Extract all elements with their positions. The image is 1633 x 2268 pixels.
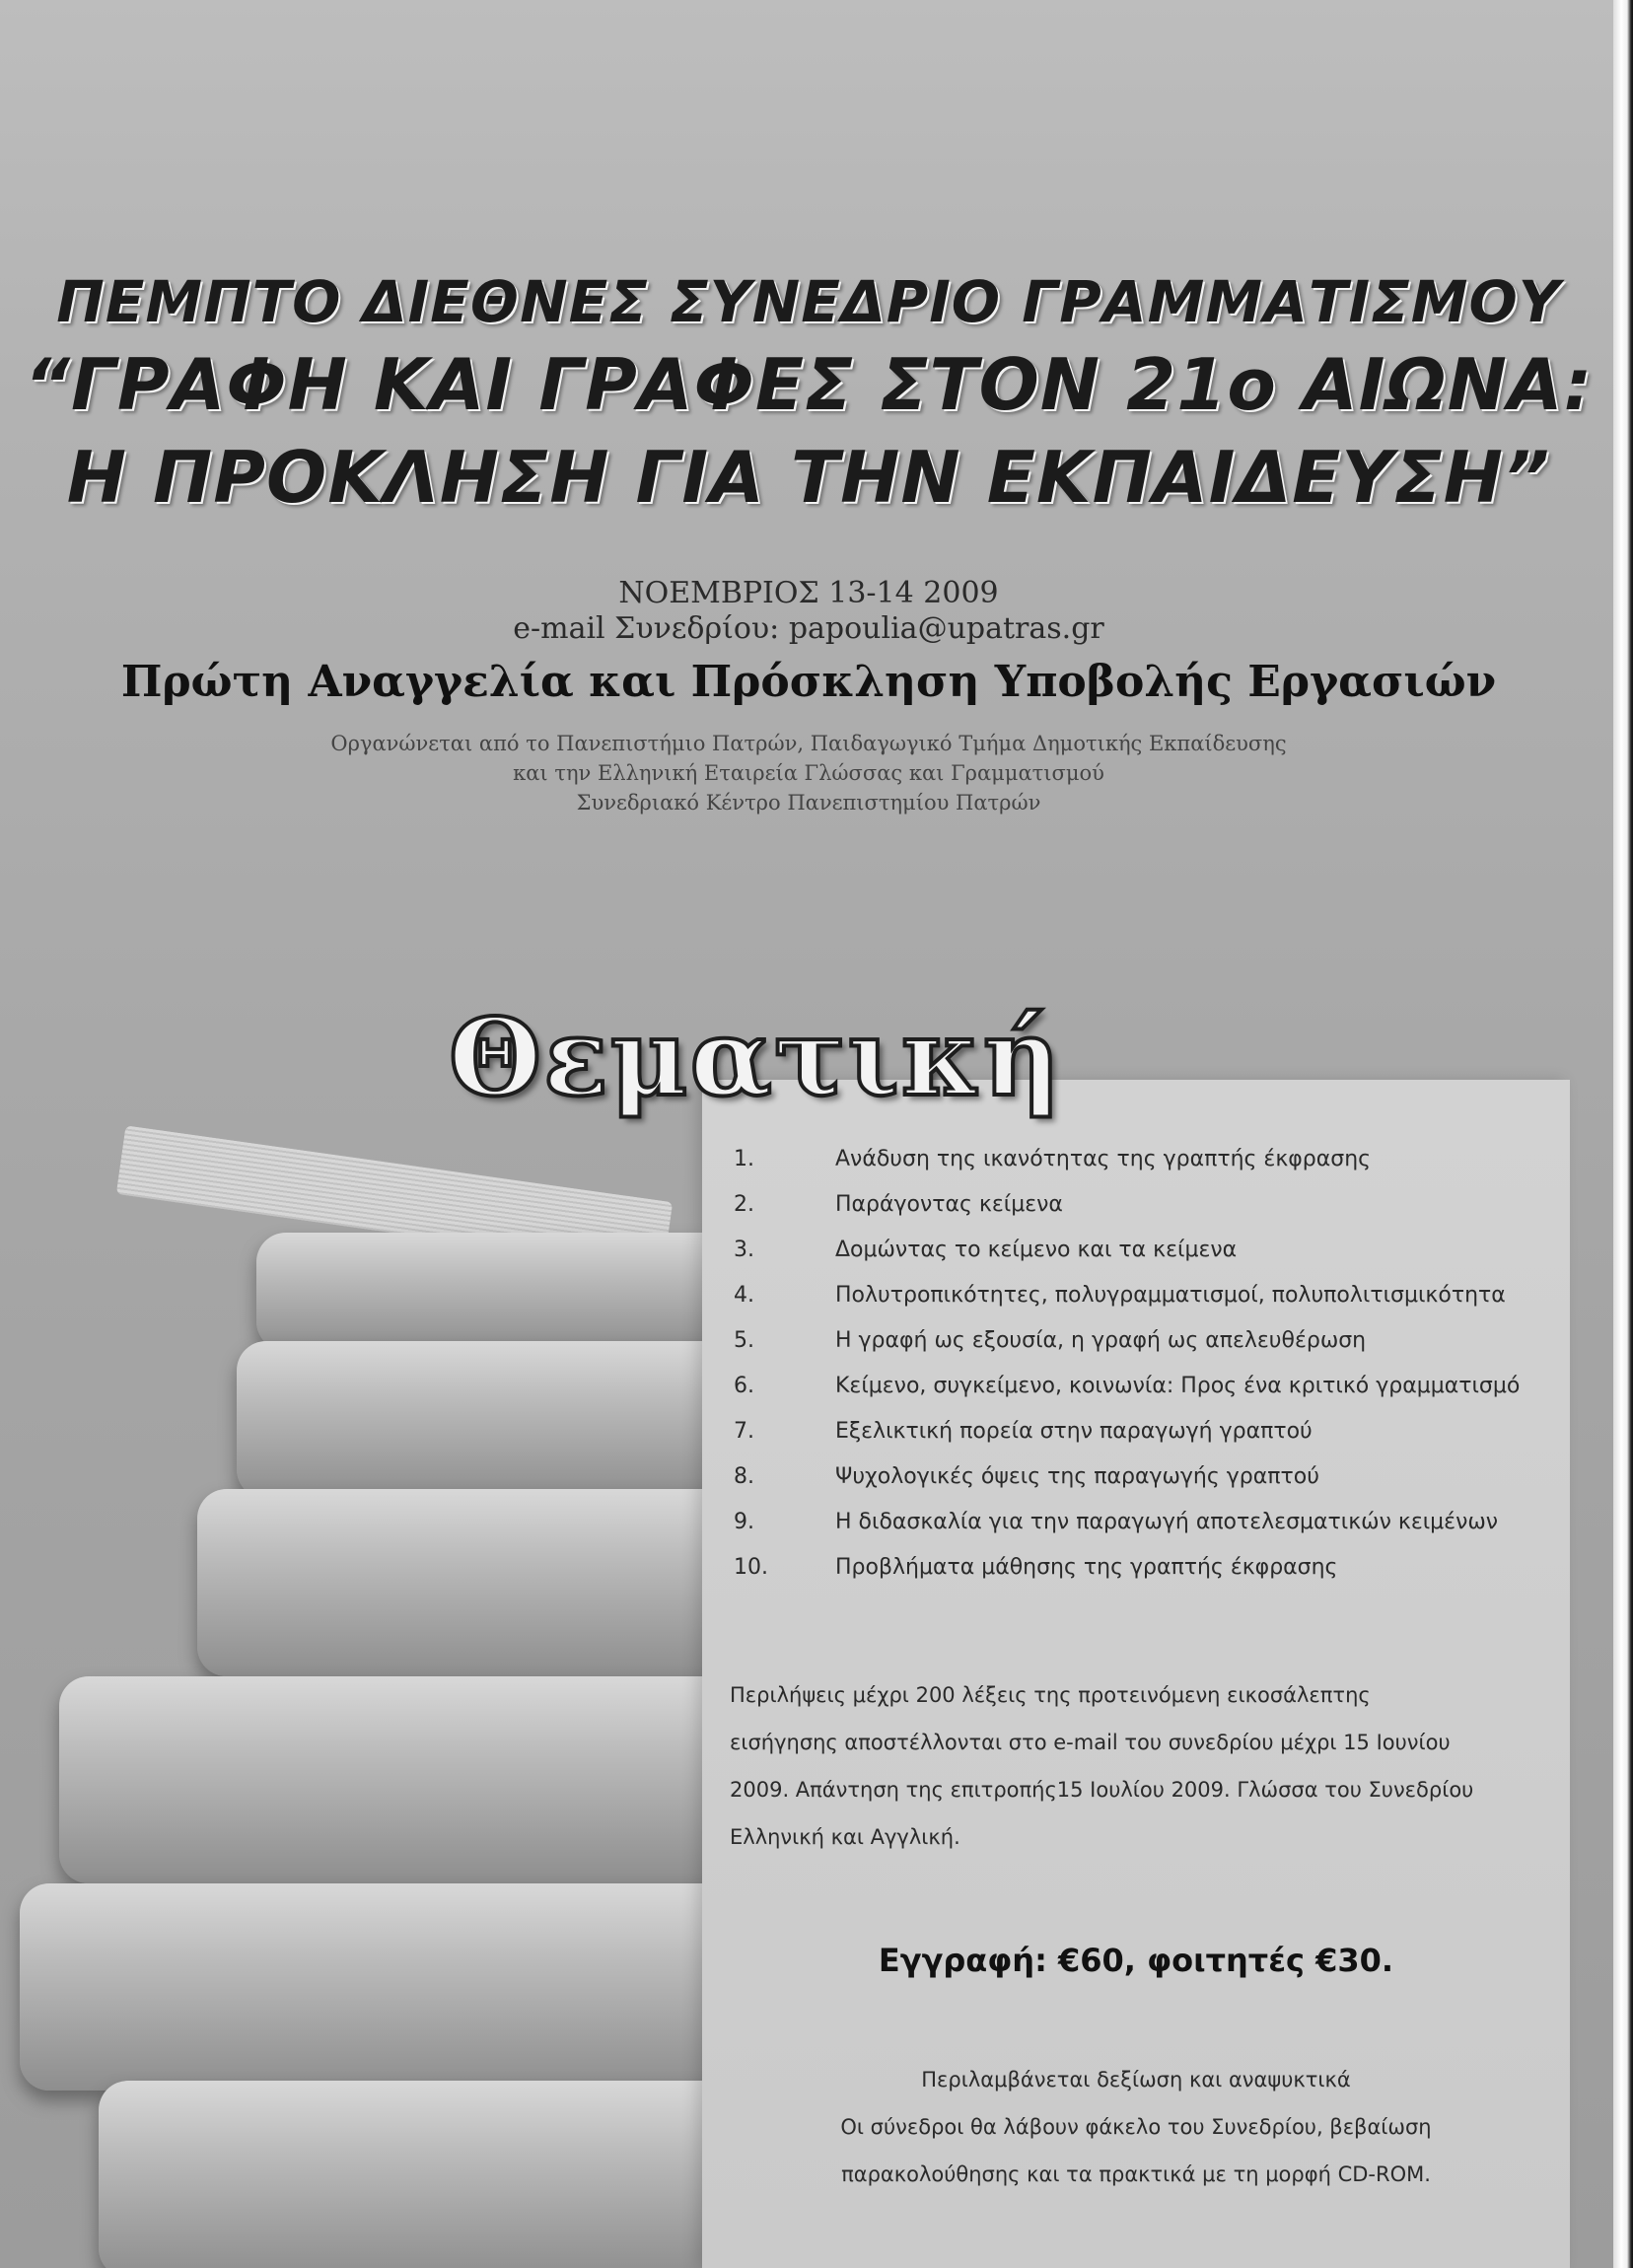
- topic-item: [702, 1275, 1570, 1318]
- conference-dates: ΝΟΕΜΒΡΙΟΣ 13-14 2009: [618, 576, 999, 610]
- book: [99, 2081, 769, 2268]
- topic-text: Η γραφή ως εξουσία, η γραφή ως απελευθέρωση: [835, 1328, 1367, 1353]
- topic-text: Η διδασκαλία για την παραγωγή αποτελεσματικών κειμένων: [835, 1510, 1499, 1534]
- topic-text: Ανάδυση της ικανότητας της γραπτής έκφρασης: [835, 1147, 1372, 1171]
- abstract-text: Ελληνική και Αγγλική.: [730, 1825, 960, 1849]
- topic-item: [702, 1502, 1570, 1545]
- book: [256, 1233, 710, 1351]
- book: [197, 1489, 749, 1676]
- topic-text: Δομώντας το κείμενο και τα κείμενα: [835, 1238, 1238, 1262]
- book: [20, 1883, 769, 2091]
- topic-item: [702, 1456, 1570, 1500]
- abstract-text: 2009. Απάντηση της επιτροπής15 Ιουλίου 2009. Γλώσσα του Συνεδρίου: [730, 1778, 1474, 1802]
- registration-fee: Εγγραφή: €60, φοιτητές €30.: [878, 1942, 1394, 1979]
- topic-number: 10.: [734, 1555, 768, 1580]
- topic-item: [702, 1411, 1570, 1454]
- book: [237, 1341, 730, 1499]
- topic-text: Πολυτροπικότητες, πολυγραμματισμοί, πολυπολιτισμικότητα: [835, 1283, 1506, 1308]
- abstract-text: Περιλήψεις μέχρι 200 λέξεις της προτεινόμενη εικοσάλεπτης: [730, 1683, 1371, 1707]
- topic-number: 2.: [734, 1192, 754, 1217]
- included-text: Περιλαμβάνεται δεξίωση και αναψυκτικά: [921, 2068, 1351, 2091]
- main-title-line-1: “ΓΡΑΦΗ ΚΑΙ ΓΡΑΦΕΣ ΣΤΟΝ 21ο ΑΙΩΝΑ:: [24, 343, 1594, 426]
- topic-item: [702, 1139, 1570, 1182]
- included-text: Οι σύνεδροι θα λάβουν φάκελο του Συνεδρίου, βεβαίωση: [840, 2115, 1432, 2139]
- topic-text: Παράγοντας κείμενα: [835, 1192, 1063, 1217]
- topic-item: [702, 1184, 1570, 1228]
- topic-item: [702, 1320, 1570, 1364]
- conference-email: e-mail Συνεδρίου: papoulia@upatras.gr: [513, 611, 1104, 646]
- included-text: παρακολούθησης και τα πρακτικά με τη μορφή CD-ROM.: [841, 2162, 1431, 2186]
- topic-number: 8.: [734, 1464, 754, 1489]
- topic-number: 1.: [734, 1147, 754, 1171]
- book: [59, 1676, 749, 1883]
- organizer-line: και την Ελληνική Εταιρεία Γλώσσας και Γραμματισμού: [513, 761, 1104, 785]
- venue-line: Συνεδριακό Κέντρο Πανεπιστημίου Πατρών: [576, 791, 1041, 815]
- topic-number: 3.: [734, 1238, 754, 1262]
- topic-number: 7.: [734, 1419, 754, 1444]
- scan-edge: [1613, 0, 1633, 2268]
- info-panel: [702, 1080, 1570, 2268]
- abstract-text: εισήγησης αποστέλλονται στο e-mail του συνεδρίου μέχρι 15 Ιουνίου: [730, 1731, 1451, 1754]
- thematic-title: Θεματική: [449, 996, 1063, 1120]
- announcement-heading: Πρώτη Αναγγελία και Πρόσκληση Υποβολής Εργασιών: [120, 657, 1497, 707]
- topic-number: 6.: [734, 1374, 754, 1398]
- topic-number: 4.: [734, 1283, 754, 1308]
- topic-item: [702, 1366, 1570, 1409]
- conference-title: ΠΕΜΠΤΟ ΔΙΕΘΝΕΣ ΣΥΝΕΔΡΙΟ ΓΡΑΜΜΑΤΙΣΜΟΥ: [56, 268, 1561, 335]
- topic-text: Κείμενο, συγκείμενο, κοινωνία: Προς ένα κριτικό γραμματισμό: [835, 1374, 1521, 1398]
- organizer-line: Οργανώνεται από το Πανεπιστήμιο Πατρών, Παιδαγωγικό Τμήμα Δημοτικής Εκπαίδευσης: [330, 732, 1287, 755]
- topic-item: [702, 1547, 1570, 1591]
- topic-number: 5.: [734, 1328, 754, 1353]
- main-title-line-2: Η ΠΡΟΚΛΗΣΗ ΓΙΑ ΤΗΝ ΕΚΠΑΙΔΕΥΣΗ”: [66, 436, 1551, 519]
- topic-text: Εξελικτική πορεία στην παραγωγή γραπτού: [835, 1419, 1313, 1444]
- topic-text: Ψυχολογικές όψεις της παραγωγής γραπτού: [835, 1464, 1319, 1489]
- topic-number: 9.: [734, 1510, 754, 1534]
- topic-item: [702, 1230, 1570, 1273]
- topic-text: Προβλήματα μάθησης της γραπτής έκφρασης: [835, 1555, 1338, 1580]
